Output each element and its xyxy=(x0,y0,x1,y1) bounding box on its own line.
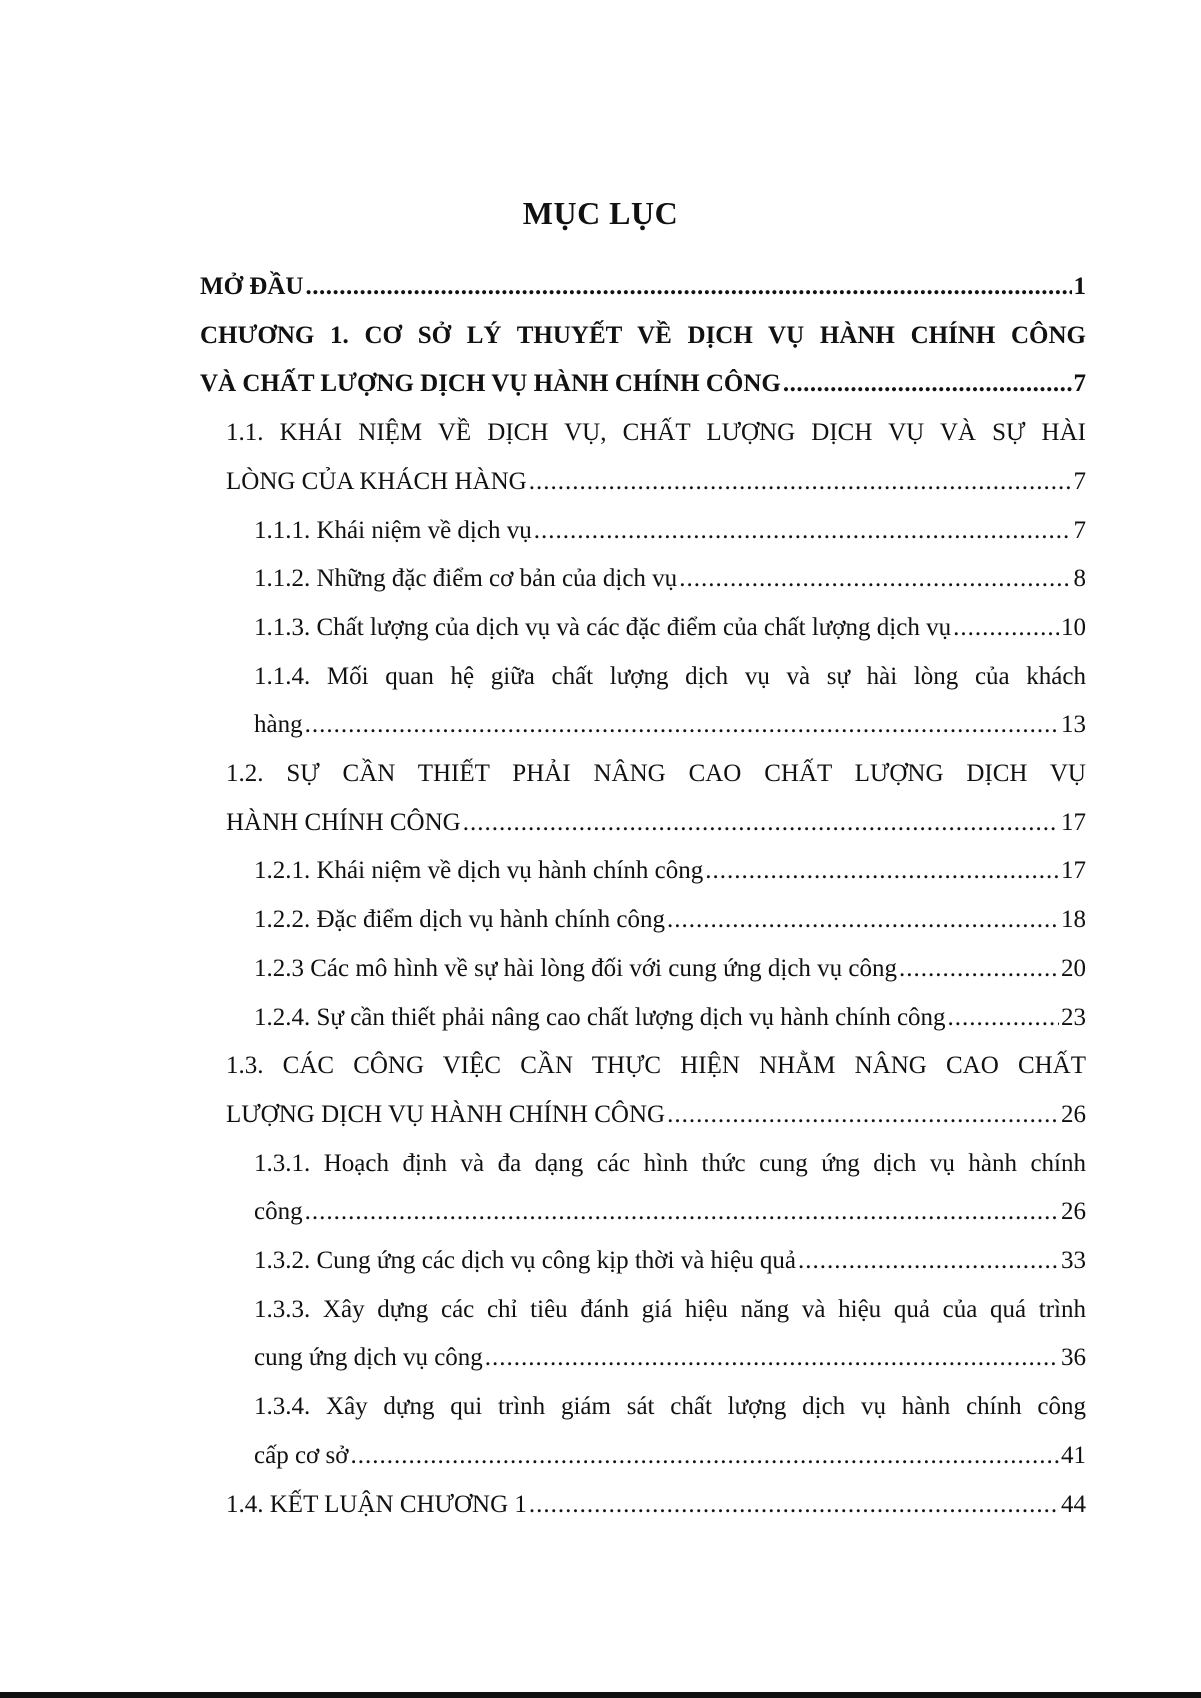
toc-page-number: 33 xyxy=(1061,1247,1086,1275)
toc-entry-label: 1.2.1. Khái niệm về dịch vụ hành chính công xyxy=(254,857,704,885)
dot-leader xyxy=(529,458,1072,507)
toc-entry[interactable] xyxy=(200,1481,1086,1530)
toc-entry[interactable] xyxy=(200,409,1086,506)
toc-entry-label: HÀNH CHÍNH CÔNG xyxy=(226,808,461,836)
toc-entry-final-line xyxy=(254,945,1086,994)
toc-entry-final-line xyxy=(254,604,1086,653)
toc-entry[interactable] xyxy=(200,312,1086,409)
toc-entry-label: cung ứng dịch vụ công xyxy=(254,1344,483,1372)
toc-title: MỤC LỤC xyxy=(522,195,679,231)
toc-entry-label: 1.2.3 Các mô hình về sự hài lòng đối với cung ứng dịch vụ công xyxy=(254,954,898,982)
toc-entry-label: 1.3.2. Cung ứng các dịch vụ công kịp thời và hiệu quả xyxy=(254,1247,796,1275)
toc-entry-label: 1.2.4. Sự cần thiết phải nâng cao chất lượng dịch vụ hành chính công xyxy=(254,1003,946,1031)
toc-entry-label: LƯỢNG DỊCH VỤ HÀNH CHÍNH CÔNG xyxy=(226,1100,666,1128)
toc-entry-final-line xyxy=(226,1091,1086,1140)
toc-entry[interactable] xyxy=(200,847,1086,896)
toc-entry-final-line xyxy=(226,458,1086,507)
toc-entry-text-line: 1.3.1. Hoạch định và đa dạng các hình thức cung ứng dịch vụ hành chính xyxy=(254,1149,1086,1177)
toc-entry-final-line xyxy=(254,896,1086,945)
dot-leader xyxy=(899,945,1059,994)
toc-entry[interactable] xyxy=(200,1286,1086,1383)
toc-entry-label: LÒNG CỦA KHÁCH HÀNG xyxy=(226,467,527,495)
toc-page-number: 44 xyxy=(1061,1490,1086,1518)
toc-entry[interactable] xyxy=(200,945,1086,994)
toc-page-number: 18 xyxy=(1061,906,1086,934)
toc-entry[interactable] xyxy=(200,653,1086,750)
toc-entry-final-line xyxy=(254,847,1086,896)
toc-entry-final-line xyxy=(200,263,1086,312)
toc-entry-final-line xyxy=(254,1188,1086,1237)
toc-entry[interactable] xyxy=(200,555,1086,604)
dot-leader xyxy=(305,263,1071,312)
toc-entry-text-line: 1.1. KHÁI NIỆM VỀ DỊCH VỤ, CHẤT LƯỢNG DỊCH VỤ VÀ SỰ HÀI xyxy=(226,419,1086,447)
toc-page-number: 26 xyxy=(1061,1198,1086,1226)
toc-entry-label: hàng xyxy=(254,711,303,739)
toc-entry-text-line: 1.1.4. Mối quan hệ giữa chất lượng dịch vụ và sự hài lòng của khách xyxy=(254,662,1086,690)
toc-page-number: 1 xyxy=(1073,273,1086,300)
toc-entry-final-line xyxy=(254,507,1086,556)
toc-entry-label: 1.1.1. Khái niệm về dịch vụ xyxy=(254,516,532,544)
toc-entry[interactable] xyxy=(200,604,1086,653)
dot-leader xyxy=(783,360,1072,409)
toc-page-number: 17 xyxy=(1061,857,1086,885)
toc-page-number: 41 xyxy=(1061,1441,1086,1469)
toc-entry-final-line xyxy=(254,701,1086,750)
toc-page-number: 7 xyxy=(1073,467,1086,495)
toc-entry-final-line xyxy=(254,1432,1086,1481)
toc-entry-label: MỞ ĐẦU xyxy=(200,273,304,300)
toc-entry-label: VÀ CHẤT LƯỢNG DỊCH VỤ HÀNH CHÍNH CÔNG xyxy=(200,370,781,398)
toc-entry-final-line xyxy=(254,1334,1086,1383)
dot-leader xyxy=(350,1432,1059,1481)
toc-entry-text-line: 1.3. CÁC CÔNG VIỆC CẦN THỰC HIỆN NHẰM NÂNG CAO CHẤT xyxy=(226,1052,1086,1080)
dot-leader xyxy=(463,799,1059,848)
toc-entry[interactable] xyxy=(200,1140,1086,1237)
dot-leader xyxy=(679,555,1071,604)
toc-page-number: 20 xyxy=(1061,954,1086,982)
toc-entry-label: công xyxy=(254,1198,303,1226)
toc-entry-label: 1.2.2. Đặc điểm dịch vụ hành chính công xyxy=(254,906,666,934)
toc-entry-text-line: CHƯƠNG 1. CƠ SỞ LÝ THUYẾT VỀ DỊCH VỤ HÀNH CHÍNH CÔNG xyxy=(200,321,1086,349)
toc-entry-final-line xyxy=(254,555,1086,604)
toc-entry[interactable] xyxy=(200,1383,1086,1480)
dot-leader xyxy=(667,896,1059,945)
toc-page-number: 7 xyxy=(1073,516,1086,544)
table-of-contents xyxy=(200,263,1086,1529)
toc-entry[interactable] xyxy=(200,896,1086,945)
toc-entry-text-line: 1.2. SỰ CẦN THIẾT PHẢI NÂNG CAO CHẤT LƯỢNG DỊCH VỤ xyxy=(226,760,1086,788)
toc-entry[interactable] xyxy=(200,1042,1086,1139)
toc-page-number: 10 xyxy=(1061,613,1086,641)
dot-leader xyxy=(305,1188,1059,1237)
dot-leader xyxy=(305,701,1059,750)
toc-page-number: 13 xyxy=(1061,711,1086,739)
toc-entry[interactable] xyxy=(200,263,1086,312)
toc-entry[interactable] xyxy=(200,994,1086,1043)
toc-entry[interactable] xyxy=(200,507,1086,556)
dot-leader xyxy=(667,1091,1059,1140)
toc-entry-label: 1.1.2. Những đặc điểm cơ bản của dịch vụ xyxy=(254,565,678,593)
toc-entry-final-line xyxy=(254,1237,1086,1286)
dot-leader xyxy=(705,847,1059,896)
bottom-border xyxy=(0,1692,1201,1698)
toc-entry[interactable] xyxy=(200,750,1086,847)
dot-leader xyxy=(485,1334,1059,1383)
toc-page-number: 7 xyxy=(1073,370,1086,398)
toc-entry-final-line xyxy=(226,1481,1086,1530)
toc-entry-label: cấp cơ sở xyxy=(254,1441,349,1469)
toc-entry-final-line xyxy=(200,360,1086,409)
toc-entry-final-line xyxy=(226,799,1086,848)
toc-entry-final-line xyxy=(254,994,1086,1043)
dot-leader xyxy=(798,1237,1059,1286)
toc-page-number: 23 xyxy=(1061,1003,1086,1031)
dot-leader xyxy=(948,994,1059,1043)
toc-entry-label: 1.1.3. Chất lượng của dịch vụ và các đặc điểm của chất lượng dịch vụ xyxy=(254,613,952,641)
toc-entry-label: 1.4. KẾT LUẬN CHƯƠNG 1 xyxy=(226,1490,527,1518)
toc-page-number: 8 xyxy=(1073,565,1086,593)
toc-page-number: 17 xyxy=(1061,808,1086,836)
toc-page-number: 36 xyxy=(1061,1344,1086,1372)
toc-entry-text-line: 1.3.4. Xây dựng qui trình giám sát chất lượng dịch vụ hành chính công xyxy=(254,1393,1086,1421)
dot-leader xyxy=(534,507,1072,556)
toc-page-number: 26 xyxy=(1061,1100,1086,1128)
toc-entry[interactable] xyxy=(200,1237,1086,1286)
toc-entry-text-line: 1.3.3. Xây dựng các chỉ tiêu đánh giá hiệu năng và hiệu quả của quá trình xyxy=(254,1295,1086,1323)
dot-leader xyxy=(953,604,1059,653)
dot-leader xyxy=(529,1481,1059,1530)
